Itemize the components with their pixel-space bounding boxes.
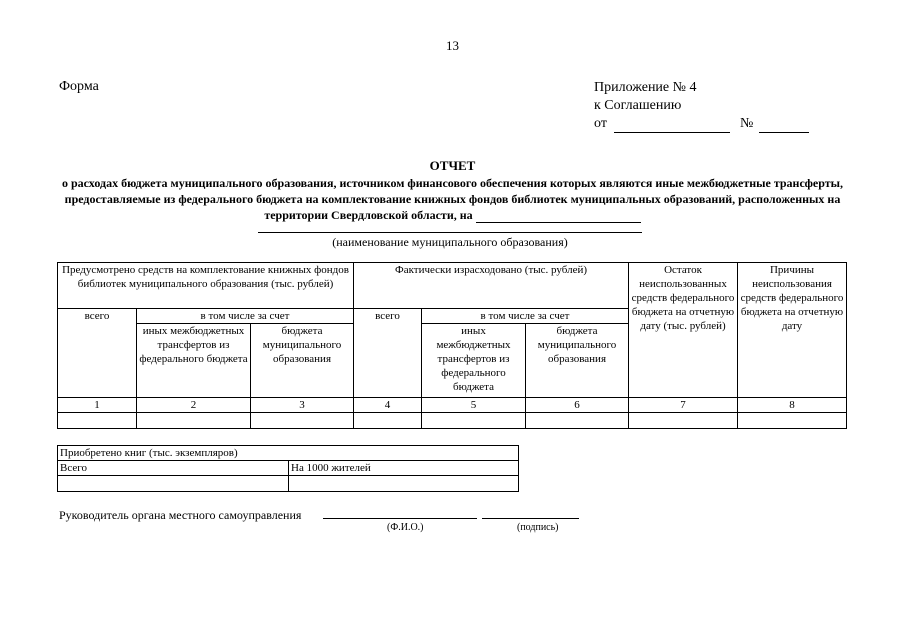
appendix-agreement: к Соглашению [594, 98, 682, 113]
column-number: 7 [629, 398, 738, 413]
header-reasons: Причины неиспользования средств федерального бюджета на отчетную дату [738, 263, 847, 398]
header-planned-transfers: иных межбюджетных трансфертов из федерального бюджета [137, 324, 251, 398]
header-actual-transfers: иных межбюджетных трансфертов из федерального бюджета [422, 324, 526, 398]
data-cell[interactable] [738, 413, 847, 429]
column-number: 5 [422, 398, 526, 413]
header-balance: Остаток неиспользованных средств федерального бюджета на отчетную дату (тыс. рублей) [629, 263, 738, 398]
appendix-date-number-line [594, 115, 809, 133]
from-label: от [594, 116, 607, 131]
report-subtitle-text: о расходах бюджета муниципального образования, источником финансового обеспечения которых являются иные межбюджетные трансферты, предоставляемые из федерального бюджета на комплектование книжных фондов библиотек муниципальных образований, расположенных на территории Свердловской области, на [61, 176, 844, 222]
number-label: № [739, 116, 754, 131]
header-actual-including: в том числе за счет [422, 309, 629, 324]
books-header: Приобретено книг (тыс. экземпляров) [58, 446, 519, 461]
data-cell[interactable] [629, 413, 738, 429]
signature-blank [482, 518, 579, 519]
data-row [58, 413, 847, 429]
fio-blank [323, 518, 477, 519]
header-planned: Предусмотрено средств на комплектование книжных фондов библиотек муниципального образования (тыс. рублей) [58, 263, 354, 309]
data-cell[interactable] [251, 413, 354, 429]
header-actual: Фактически израсходовано (тыс. рублей) [354, 263, 629, 309]
report-subtitle [55, 175, 850, 223]
books-total-value[interactable] [58, 476, 289, 492]
column-number: 3 [251, 398, 354, 413]
signature-caption: (подпись) [517, 522, 559, 533]
books-total-label: Всего [58, 461, 289, 476]
appendix-block [594, 79, 809, 133]
data-cell[interactable] [526, 413, 629, 429]
data-cell[interactable] [354, 413, 422, 429]
report-title: ОТЧЕТ [429, 158, 476, 173]
page-number: 13 [446, 38, 459, 53]
number-blank [759, 118, 809, 133]
header-planned-total: всего [58, 309, 137, 398]
books-per-1000-label: На 1000 жителей [289, 461, 519, 476]
header-planned-municipal: бюджета муниципального образования [251, 324, 354, 398]
expenses-table [57, 262, 847, 429]
column-number: 8 [738, 398, 847, 413]
column-number: 4 [354, 398, 422, 413]
form-label: Форма [59, 79, 99, 94]
column-number: 2 [137, 398, 251, 413]
data-cell[interactable] [422, 413, 526, 429]
report-date-blank [476, 210, 641, 223]
header-actual-municipal: бюджета муниципального образования [526, 324, 629, 398]
column-number: 6 [526, 398, 629, 413]
column-number: 1 [58, 398, 137, 413]
header-planned-including: в том числе за счет [137, 309, 354, 324]
fio-caption: (Ф.И.О.) [387, 522, 424, 533]
data-cell[interactable] [58, 413, 137, 429]
municipality-blank [258, 232, 642, 233]
appendix-title: Приложение № 4 [594, 80, 697, 95]
data-cell[interactable] [137, 413, 251, 429]
books-table [57, 445, 519, 492]
column-number-row [58, 398, 847, 413]
municipality-caption: (наименование муниципального образования) [332, 235, 568, 249]
signature-label: Руководитель органа местного самоуправления [59, 508, 302, 522]
header-actual-total: всего [354, 309, 422, 398]
date-blank [614, 118, 730, 133]
books-per-1000-value[interactable] [289, 476, 519, 492]
